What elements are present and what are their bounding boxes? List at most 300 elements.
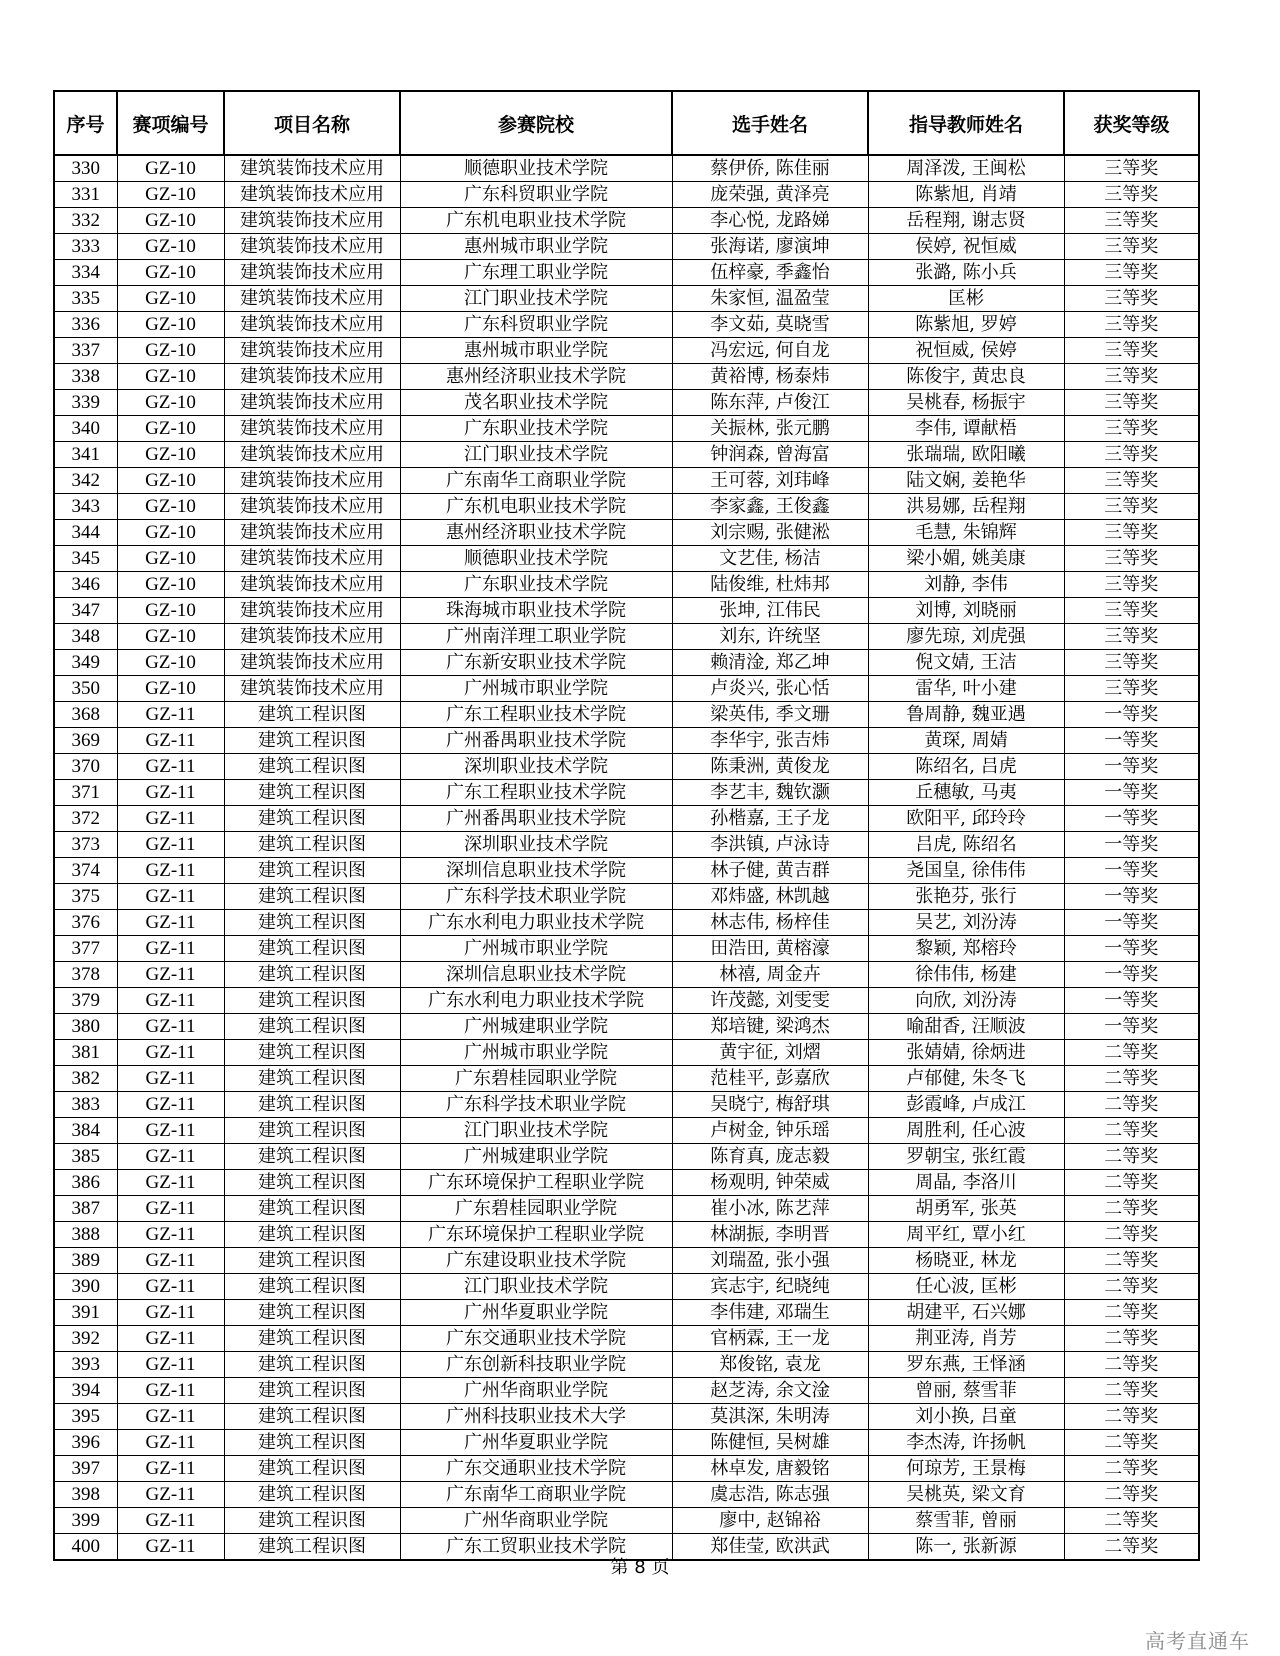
cell-award-level: 三等奖 <box>1064 390 1199 416</box>
cell-award-level: 二等奖 <box>1064 1456 1199 1482</box>
table-row <box>54 1196 1199 1222</box>
cell-instructors: 杨晓亚, 林龙 <box>868 1248 1064 1274</box>
cell-award-level: 一等奖 <box>1064 728 1199 754</box>
cell-instructors: 吴艺, 刘汾涛 <box>868 910 1064 936</box>
cell-project-name: 建筑工程识图 <box>224 1456 400 1482</box>
cell-contestants: 郑俊铭, 袁龙 <box>672 1352 868 1378</box>
cell-event-code: GZ-11 <box>117 728 224 754</box>
cell-project-name: 建筑装饰技术应用 <box>224 624 400 650</box>
cell-school: 珠海城市职业技术学院 <box>400 598 672 624</box>
cell-award-level: 三等奖 <box>1064 546 1199 572</box>
cell-serial: 377 <box>54 936 117 962</box>
cell-serial: 338 <box>54 364 117 390</box>
cell-school: 江门职业技术学院 <box>400 442 672 468</box>
cell-instructors: 胡建平, 石兴娜 <box>868 1300 1064 1326</box>
cell-contestants: 庞荣强, 黄泽亮 <box>672 182 868 208</box>
cell-school: 惠州经济职业技术学院 <box>400 520 672 546</box>
cell-project-name: 建筑装饰技术应用 <box>224 182 400 208</box>
cell-event-code: GZ-11 <box>117 1352 224 1378</box>
cell-award-level: 一等奖 <box>1064 962 1199 988</box>
cell-project-name: 建筑工程识图 <box>224 1430 400 1456</box>
cell-instructors: 洪易娜, 岳程翔 <box>868 494 1064 520</box>
table-row <box>54 1248 1199 1274</box>
cell-event-code: GZ-10 <box>117 624 224 650</box>
cell-project-name: 建筑装饰技术应用 <box>224 546 400 572</box>
awards-table <box>53 90 1200 1561</box>
cell-contestants: 卢炎兴, 张心恬 <box>672 676 868 702</box>
cell-school: 广东工程职业技术学院 <box>400 780 672 806</box>
cell-school: 广东水利电力职业技术学院 <box>400 910 672 936</box>
table-row <box>54 1404 1199 1430</box>
table-row <box>54 1352 1199 1378</box>
cell-award-level: 三等奖 <box>1064 286 1199 312</box>
cell-contestants: 陈健恒, 吴树雄 <box>672 1430 868 1456</box>
cell-serial: 375 <box>54 884 117 910</box>
cell-event-code: GZ-11 <box>117 806 224 832</box>
cell-instructors: 祝恒威, 侯婷 <box>868 338 1064 364</box>
cell-school: 广州华夏职业学院 <box>400 1430 672 1456</box>
cell-award-level: 一等奖 <box>1064 806 1199 832</box>
cell-event-code: GZ-11 <box>117 1222 224 1248</box>
table-row <box>54 338 1199 364</box>
cell-serial: 372 <box>54 806 117 832</box>
cell-serial: 397 <box>54 1456 117 1482</box>
cell-school: 江门职业技术学院 <box>400 286 672 312</box>
table-row <box>54 884 1199 910</box>
cell-serial: 336 <box>54 312 117 338</box>
cell-event-code: GZ-10 <box>117 676 224 702</box>
cell-serial: 334 <box>54 260 117 286</box>
table-row <box>54 832 1199 858</box>
cell-event-code: GZ-10 <box>117 364 224 390</box>
cell-school: 惠州城市职业学院 <box>400 234 672 260</box>
cell-serial: 381 <box>54 1040 117 1066</box>
cell-school: 深圳职业技术学院 <box>400 832 672 858</box>
cell-instructors: 李伟, 谭献梧 <box>868 416 1064 442</box>
cell-instructors: 何琼芳, 王景梅 <box>868 1456 1064 1482</box>
cell-serial: 380 <box>54 1014 117 1040</box>
cell-school: 广东机电职业技术学院 <box>400 208 672 234</box>
cell-school: 广东碧桂园职业学院 <box>400 1196 672 1222</box>
cell-school: 广东水利电力职业技术学院 <box>400 988 672 1014</box>
cell-serial: 399 <box>54 1508 117 1534</box>
cell-instructors: 陈绍名, 吕虎 <box>868 754 1064 780</box>
cell-instructors: 李杰涛, 许扬帆 <box>868 1430 1064 1456</box>
cell-contestants: 文艺佳, 杨洁 <box>672 546 868 572</box>
cell-instructors: 匡彬 <box>868 286 1064 312</box>
cell-instructors: 张潞, 陈小兵 <box>868 260 1064 286</box>
cell-serial: 385 <box>54 1144 117 1170</box>
cell-contestants: 陆俊维, 杜炜邦 <box>672 572 868 598</box>
cell-contestants: 虞志浩, 陈志强 <box>672 1482 868 1508</box>
cell-project-name: 建筑工程识图 <box>224 1222 400 1248</box>
cell-award-level: 二等奖 <box>1064 1326 1199 1352</box>
cell-school: 广东环境保护工程职业学院 <box>400 1170 672 1196</box>
cell-project-name: 建筑装饰技术应用 <box>224 208 400 234</box>
cell-contestants: 陈东萍, 卢俊江 <box>672 390 868 416</box>
cell-serial: 369 <box>54 728 117 754</box>
cell-school: 广州华商职业学院 <box>400 1378 672 1404</box>
cell-instructors: 岳程翔, 谢志贤 <box>868 208 1064 234</box>
cell-school: 广东新安职业技术学院 <box>400 650 672 676</box>
cell-award-level: 三等奖 <box>1064 676 1199 702</box>
cell-instructors: 刘小换, 吕童 <box>868 1404 1064 1430</box>
table-row <box>54 1066 1199 1092</box>
cell-event-code: GZ-10 <box>117 598 224 624</box>
cell-project-name: 建筑装饰技术应用 <box>224 390 400 416</box>
cell-instructors: 梁小媚, 姚美康 <box>868 546 1064 572</box>
cell-project-name: 建筑工程识图 <box>224 1040 400 1066</box>
cell-project-name: 建筑工程识图 <box>224 754 400 780</box>
table-row <box>54 1274 1199 1300</box>
cell-project-name: 建筑工程识图 <box>224 1352 400 1378</box>
cell-serial: 395 <box>54 1404 117 1430</box>
cell-instructors: 周泽泼, 王闽松 <box>868 155 1064 182</box>
cell-award-level: 三等奖 <box>1064 468 1199 494</box>
cell-contestants: 杨观明, 钟荣威 <box>672 1170 868 1196</box>
cell-instructors: 任心波, 匡彬 <box>868 1274 1064 1300</box>
cell-event-code: GZ-11 <box>117 884 224 910</box>
cell-event-code: GZ-10 <box>117 520 224 546</box>
header-award-level: 获奖等级 <box>1064 91 1199 155</box>
cell-award-level: 三等奖 <box>1064 650 1199 676</box>
cell-event-code: GZ-11 <box>117 1040 224 1066</box>
table-row <box>54 1040 1199 1066</box>
cell-serial: 373 <box>54 832 117 858</box>
table-row <box>54 1118 1199 1144</box>
cell-serial: 376 <box>54 910 117 936</box>
table-row <box>54 1144 1199 1170</box>
cell-school: 广东科学技术职业学院 <box>400 1092 672 1118</box>
cell-project-name: 建筑装饰技术应用 <box>224 494 400 520</box>
cell-school: 惠州经济职业技术学院 <box>400 364 672 390</box>
cell-project-name: 建筑工程识图 <box>224 1196 400 1222</box>
cell-school: 广东职业技术学院 <box>400 416 672 442</box>
table-row <box>54 1326 1199 1352</box>
cell-award-level: 二等奖 <box>1064 1248 1199 1274</box>
cell-award-level: 二等奖 <box>1064 1066 1199 1092</box>
cell-contestants: 林湖振, 李明晋 <box>672 1222 868 1248</box>
cell-contestants: 林禧, 周金卉 <box>672 962 868 988</box>
cell-project-name: 建筑工程识图 <box>224 1378 400 1404</box>
cell-serial: 389 <box>54 1248 117 1274</box>
table-row <box>54 676 1199 702</box>
cell-instructors: 曾丽, 蔡雪菲 <box>868 1378 1064 1404</box>
cell-instructors: 张瑞瑞, 欧阳曦 <box>868 442 1064 468</box>
cell-serial: 350 <box>54 676 117 702</box>
cell-project-name: 建筑工程识图 <box>224 1482 400 1508</box>
table-row <box>54 1482 1199 1508</box>
cell-contestants: 陈育真, 庞志毅 <box>672 1144 868 1170</box>
cell-instructors: 陈俊宇, 黄忠良 <box>868 364 1064 390</box>
cell-serial: 393 <box>54 1352 117 1378</box>
cell-contestants: 李艺丰, 魏钦灏 <box>672 780 868 806</box>
cell-project-name: 建筑工程识图 <box>224 1170 400 1196</box>
cell-award-level: 三等奖 <box>1064 338 1199 364</box>
cell-instructors: 胡勇军, 张英 <box>868 1196 1064 1222</box>
cell-contestants: 李洪镇, 卢泳诗 <box>672 832 868 858</box>
cell-award-level: 三等奖 <box>1064 260 1199 286</box>
cell-award-level: 二等奖 <box>1064 1092 1199 1118</box>
cell-award-level: 二等奖 <box>1064 1170 1199 1196</box>
cell-serial: 379 <box>54 988 117 1014</box>
cell-award-level: 一等奖 <box>1064 936 1199 962</box>
cell-event-code: GZ-11 <box>117 1456 224 1482</box>
cell-award-level: 一等奖 <box>1064 832 1199 858</box>
cell-serial: 400 <box>54 1534 117 1561</box>
cell-contestants: 莫淇深, 朱明涛 <box>672 1404 868 1430</box>
table-row <box>54 494 1199 520</box>
cell-project-name: 建筑工程识图 <box>224 702 400 728</box>
cell-school: 广东建设职业技术学院 <box>400 1248 672 1274</box>
cell-serial: 331 <box>54 182 117 208</box>
cell-instructors: 张婧婧, 徐炳进 <box>868 1040 1064 1066</box>
cell-event-code: GZ-11 <box>117 1482 224 1508</box>
cell-event-code: GZ-10 <box>117 338 224 364</box>
cell-event-code: GZ-10 <box>117 286 224 312</box>
cell-school: 广东南华工商职业学院 <box>400 468 672 494</box>
cell-instructors: 徐伟伟, 杨建 <box>868 962 1064 988</box>
cell-instructors: 吴桃春, 杨振宇 <box>868 390 1064 416</box>
cell-school: 广东创新科技职业学院 <box>400 1352 672 1378</box>
cell-award-level: 三等奖 <box>1064 598 1199 624</box>
cell-school: 广东工贸职业技术学院 <box>400 1534 672 1561</box>
cell-event-code: GZ-11 <box>117 988 224 1014</box>
cell-school: 广东交通职业技术学院 <box>400 1326 672 1352</box>
cell-serial: 392 <box>54 1326 117 1352</box>
cell-school: 广东碧桂园职业学院 <box>400 1066 672 1092</box>
cell-serial: 368 <box>54 702 117 728</box>
cell-school: 广东科贸职业学院 <box>400 312 672 338</box>
cell-instructors: 雷华, 叶小建 <box>868 676 1064 702</box>
cell-project-name: 建筑工程识图 <box>224 1274 400 1300</box>
cell-award-level: 二等奖 <box>1064 1482 1199 1508</box>
cell-instructors: 陈紫旭, 罗婷 <box>868 312 1064 338</box>
cell-event-code: GZ-11 <box>117 1326 224 1352</box>
cell-project-name: 建筑工程识图 <box>224 1118 400 1144</box>
cell-event-code: GZ-10 <box>117 260 224 286</box>
cell-school: 广州番禺职业技术学院 <box>400 806 672 832</box>
cell-contestants: 宾志宇, 纪晓纯 <box>672 1274 868 1300</box>
cell-contestants: 郑佳莹, 欧洪武 <box>672 1534 868 1561</box>
cell-serial: 342 <box>54 468 117 494</box>
cell-project-name: 建筑装饰技术应用 <box>224 520 400 546</box>
cell-contestants: 钟润森, 曾海富 <box>672 442 868 468</box>
cell-contestants: 王可蓉, 刘玮峰 <box>672 468 868 494</box>
cell-school: 深圳信息职业技术学院 <box>400 858 672 884</box>
cell-serial: 344 <box>54 520 117 546</box>
table-row <box>54 234 1199 260</box>
cell-serial: 333 <box>54 234 117 260</box>
table-row <box>54 1222 1199 1248</box>
cell-project-name: 建筑装饰技术应用 <box>224 650 400 676</box>
cell-contestants: 赖清淦, 郑乙坤 <box>672 650 868 676</box>
cell-instructors: 卢郁健, 朱冬飞 <box>868 1066 1064 1092</box>
table-row <box>54 390 1199 416</box>
cell-serial: 337 <box>54 338 117 364</box>
cell-contestants: 孙楷嘉, 王子龙 <box>672 806 868 832</box>
cell-event-code: GZ-10 <box>117 546 224 572</box>
cell-school: 广东理工职业学院 <box>400 260 672 286</box>
cell-project-name: 建筑装饰技术应用 <box>224 338 400 364</box>
cell-school: 广东机电职业技术学院 <box>400 494 672 520</box>
cell-event-code: GZ-10 <box>117 182 224 208</box>
cell-award-level: 二等奖 <box>1064 1378 1199 1404</box>
cell-instructors: 陈紫旭, 肖靖 <box>868 182 1064 208</box>
cell-project-name: 建筑装饰技术应用 <box>224 416 400 442</box>
table-row <box>54 1378 1199 1404</box>
cell-school: 顺德职业技术学院 <box>400 155 672 182</box>
cell-award-level: 一等奖 <box>1064 910 1199 936</box>
cell-instructors: 蔡雪菲, 曾丽 <box>868 1508 1064 1534</box>
cell-contestants: 朱家恒, 温盈莹 <box>672 286 868 312</box>
cell-award-level: 三等奖 <box>1064 182 1199 208</box>
cell-contestants: 梁英伟, 季文珊 <box>672 702 868 728</box>
cell-award-level: 三等奖 <box>1064 208 1199 234</box>
header-serial: 序号 <box>54 91 117 155</box>
cell-contestants: 吴晓宁, 梅舒琪 <box>672 1092 868 1118</box>
table-row <box>54 988 1199 1014</box>
cell-award-level: 二等奖 <box>1064 1144 1199 1170</box>
cell-event-code: GZ-10 <box>117 312 224 338</box>
cell-instructors: 罗朝宝, 张红霞 <box>868 1144 1064 1170</box>
table-row <box>54 806 1199 832</box>
cell-contestants: 刘瑞盈, 张小强 <box>672 1248 868 1274</box>
header-instructors: 指导教师姓名 <box>868 91 1064 155</box>
cell-school: 广州华夏职业学院 <box>400 1300 672 1326</box>
cell-contestants: 刘宗赐, 张健淞 <box>672 520 868 546</box>
cell-school: 广东科学技术职业学院 <box>400 884 672 910</box>
cell-instructors: 吴桃英, 梁文育 <box>868 1482 1064 1508</box>
cell-award-level: 三等奖 <box>1064 624 1199 650</box>
cell-event-code: GZ-10 <box>117 468 224 494</box>
cell-instructors: 黎颖, 郑榕玲 <box>868 936 1064 962</box>
cell-award-level: 二等奖 <box>1064 1222 1199 1248</box>
cell-serial: 330 <box>54 155 117 182</box>
cell-serial: 343 <box>54 494 117 520</box>
cell-event-code: GZ-10 <box>117 442 224 468</box>
cell-serial: 390 <box>54 1274 117 1300</box>
watermark-text: 高考直通车 <box>1145 1629 1250 1653</box>
cell-event-code: GZ-11 <box>117 910 224 936</box>
table-header-row <box>54 91 1199 155</box>
cell-school: 深圳职业技术学院 <box>400 754 672 780</box>
cell-project-name: 建筑工程识图 <box>224 910 400 936</box>
cell-award-level: 一等奖 <box>1064 702 1199 728</box>
table-row <box>54 155 1199 182</box>
cell-instructors: 彭霞峰, 卢成江 <box>868 1092 1064 1118</box>
cell-award-level: 二等奖 <box>1064 1534 1199 1561</box>
table-body <box>54 155 1199 1560</box>
cell-event-code: GZ-11 <box>117 1118 224 1144</box>
cell-award-level: 三等奖 <box>1064 364 1199 390</box>
cell-contestants: 李伟建, 邓瑞生 <box>672 1300 868 1326</box>
cell-award-level: 三等奖 <box>1064 572 1199 598</box>
cell-serial: 341 <box>54 442 117 468</box>
cell-project-name: 建筑工程识图 <box>224 1300 400 1326</box>
cell-award-level: 三等奖 <box>1064 155 1199 182</box>
table-row <box>54 624 1199 650</box>
cell-serial: 386 <box>54 1170 117 1196</box>
cell-award-level: 一等奖 <box>1064 858 1199 884</box>
cell-serial: 347 <box>54 598 117 624</box>
cell-school: 广州城市职业学院 <box>400 1040 672 1066</box>
table-row <box>54 702 1199 728</box>
cell-school: 顺德职业技术学院 <box>400 546 672 572</box>
cell-instructors: 张艳芬, 张行 <box>868 884 1064 910</box>
cell-school: 广州城市职业学院 <box>400 676 672 702</box>
cell-event-code: GZ-11 <box>117 858 224 884</box>
cell-award-level: 一等奖 <box>1064 1014 1199 1040</box>
cell-school: 江门职业技术学院 <box>400 1118 672 1144</box>
cell-award-level: 一等奖 <box>1064 754 1199 780</box>
table-row <box>54 1170 1199 1196</box>
cell-project-name: 建筑工程识图 <box>224 936 400 962</box>
cell-award-level: 一等奖 <box>1064 884 1199 910</box>
cell-project-name: 建筑装饰技术应用 <box>224 155 400 182</box>
cell-instructors: 喻甜香, 汪顺波 <box>868 1014 1064 1040</box>
cell-event-code: GZ-11 <box>117 1196 224 1222</box>
cell-event-code: GZ-11 <box>117 702 224 728</box>
cell-award-level: 二等奖 <box>1064 1040 1199 1066</box>
cell-school: 广东环境保护工程职业学院 <box>400 1222 672 1248</box>
cell-event-code: GZ-11 <box>117 962 224 988</box>
cell-instructors: 黄琛, 周婧 <box>868 728 1064 754</box>
cell-event-code: GZ-10 <box>117 155 224 182</box>
cell-school: 广东交通职业技术学院 <box>400 1456 672 1482</box>
cell-instructors: 尧国皇, 徐伟伟 <box>868 858 1064 884</box>
cell-event-code: GZ-10 <box>117 494 224 520</box>
cell-contestants: 李心悦, 龙路娣 <box>672 208 868 234</box>
cell-serial: 398 <box>54 1482 117 1508</box>
cell-school: 广东职业技术学院 <box>400 572 672 598</box>
table-row <box>54 442 1199 468</box>
cell-contestants: 伍梓豪, 季鑫怡 <box>672 260 868 286</box>
cell-contestants: 李文茹, 莫晓雪 <box>672 312 868 338</box>
cell-instructors: 吕虎, 陈绍名 <box>868 832 1064 858</box>
table-row <box>54 1508 1199 1534</box>
cell-instructors: 鲁周静, 魏亚遇 <box>868 702 1064 728</box>
cell-project-name: 建筑装饰技术应用 <box>224 364 400 390</box>
cell-project-name: 建筑工程识图 <box>224 1092 400 1118</box>
cell-event-code: GZ-11 <box>117 1404 224 1430</box>
cell-instructors: 侯婷, 祝恒威 <box>868 234 1064 260</box>
table-row <box>54 312 1199 338</box>
cell-project-name: 建筑工程识图 <box>224 988 400 1014</box>
cell-event-code: GZ-11 <box>117 1378 224 1404</box>
header-project-name: 项目名称 <box>224 91 400 155</box>
cell-project-name: 建筑装饰技术应用 <box>224 468 400 494</box>
cell-event-code: GZ-11 <box>117 936 224 962</box>
cell-award-level: 二等奖 <box>1064 1196 1199 1222</box>
cell-event-code: GZ-11 <box>117 754 224 780</box>
cell-contestants: 张坤, 江伟民 <box>672 598 868 624</box>
cell-project-name: 建筑装饰技术应用 <box>224 312 400 338</box>
cell-serial: 378 <box>54 962 117 988</box>
cell-award-level: 二等奖 <box>1064 1300 1199 1326</box>
cell-serial: 340 <box>54 416 117 442</box>
cell-contestants: 邓炜盛, 林凯越 <box>672 884 868 910</box>
cell-award-level: 二等奖 <box>1064 1430 1199 1456</box>
cell-project-name: 建筑工程识图 <box>224 1066 400 1092</box>
table-row <box>54 962 1199 988</box>
table-row <box>54 936 1199 962</box>
table-row <box>54 260 1199 286</box>
cell-event-code: GZ-10 <box>117 572 224 598</box>
cell-serial: 371 <box>54 780 117 806</box>
cell-instructors: 刘博, 刘晓丽 <box>868 598 1064 624</box>
cell-contestants: 黄裕博, 杨泰炜 <box>672 364 868 390</box>
